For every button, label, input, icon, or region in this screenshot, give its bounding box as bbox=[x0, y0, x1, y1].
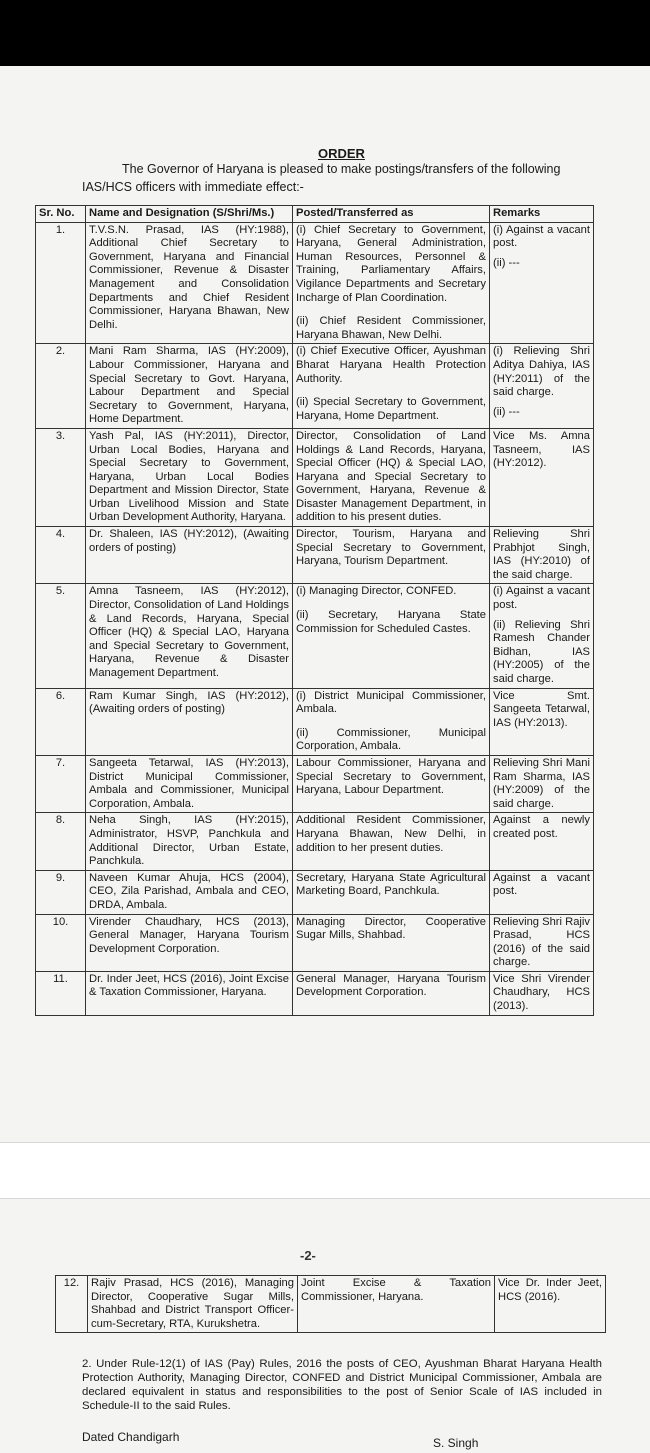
posted-item: (ii) Special Secretary to Government, Haryana, Home Department. bbox=[296, 396, 486, 422]
row-posted bbox=[293, 584, 490, 688]
row-remarks bbox=[490, 755, 594, 812]
intro-line-1: The Governor of Haryana is pleased to make postings/transfers of the following bbox=[122, 162, 561, 176]
remark-item: (i) Against a vacant post. bbox=[493, 585, 590, 612]
table-row bbox=[36, 971, 594, 1015]
top-black-bar bbox=[0, 0, 650, 66]
row-name: Neha Singh, IAS (HY:2015), Administrator, HSVP, Panchkula and Additional Director, Urban Estate, Panchkula. bbox=[86, 813, 293, 870]
row-name: Amna Tasneem, IAS (HY:2012), Director, Consolidation of Land Holdings & Land Records, Haryana, Special Officer (HQ) & Special LAO, Haryana and Special Secretary to Government, Haryana, Revenue & Disaster Management Department. bbox=[86, 584, 293, 688]
remark-item: Vice Shri Virender Chaudhary, HCS (2013). bbox=[493, 972, 590, 1013]
table-row bbox=[36, 870, 594, 914]
row-sr: 8. bbox=[36, 813, 86, 870]
table-row bbox=[36, 755, 594, 812]
row-sr: 10. bbox=[36, 914, 86, 971]
header-posted: Posted/Transferred as bbox=[293, 206, 490, 223]
row-remarks bbox=[490, 813, 594, 870]
row-name: Dr. Inder Jeet, HCS (2016), Joint Excise & Taxation Commissioner, Haryana. bbox=[86, 971, 293, 1015]
postings-table bbox=[35, 205, 594, 1016]
row-posted bbox=[293, 344, 490, 429]
row-sr: 11. bbox=[36, 971, 86, 1015]
row-sr: 7. bbox=[36, 755, 86, 812]
row-remarks bbox=[490, 344, 594, 429]
table-row bbox=[36, 428, 594, 526]
table-row bbox=[36, 527, 594, 584]
row-posted bbox=[293, 755, 490, 812]
row-sr: 3. bbox=[36, 428, 86, 526]
table-row bbox=[56, 1276, 606, 1333]
page-number: -2- bbox=[300, 1248, 316, 1263]
row-posted bbox=[293, 527, 490, 584]
page-separator bbox=[0, 1142, 650, 1199]
posted-item: (ii) Chief Resident Commissioner, Haryana Bhawan, New Delhi. bbox=[296, 315, 486, 341]
row-name: Dr. Shaleen, IAS (HY:2012), (Awaiting orders of posting) bbox=[86, 527, 293, 584]
table-row bbox=[36, 914, 594, 971]
signatory-name: S. Singh bbox=[433, 1436, 479, 1450]
row-remarks bbox=[490, 914, 594, 971]
row-posted bbox=[293, 688, 490, 755]
remark-item: (i) Against a vacant post. bbox=[493, 223, 590, 250]
row-remarks: Vice Dr. Inder Jeet, HCS (2016). bbox=[495, 1276, 606, 1333]
remark-item: Vice Smt. Sangeeta Tetarwal, IAS (HY:2013). bbox=[493, 689, 590, 729]
row-name: Virender Chaudhary, HCS (2013), General Manager, Haryana Tourism Development Corporation. bbox=[86, 914, 293, 971]
posted-item: (i) Chief Secretary to Government, Haryana, General Administration, Human Resources, Personnel & Training, Parliamentary Affairs, Vigilance Departments and Secretary Incharge of Plan Coordination. bbox=[296, 223, 486, 304]
row-name: Rajiv Prasad, HCS (2016), Managing Director, Cooperative Sugar Mills, Shahbad and District Transport Officer-cum-Secretary, RTA, Kurukshetra. bbox=[88, 1276, 298, 1333]
row-sr: 5. bbox=[36, 584, 86, 688]
table-row bbox=[36, 688, 594, 755]
row-posted: Joint Excise & Taxation Commissioner, Haryana. bbox=[298, 1276, 495, 1333]
dated-place: Dated Chandigarh bbox=[82, 1430, 180, 1444]
row-name: Naveen Kumar Ahuja, HCS (2004), CEO, Zila Parishad, Ambala and CEO, DRDA, Ambala. bbox=[86, 870, 293, 914]
row-name: Ram Kumar Singh, IAS (HY:2012), (Awaiting orders of posting) bbox=[86, 688, 293, 755]
remark-item: Relieving Shri Prabhjot Singh, IAS (HY:2010) of the said charge. bbox=[493, 528, 590, 581]
table-row bbox=[36, 584, 594, 688]
row-name: Yash Pal, IAS (HY:2011), Director, Urban Local Bodies, Haryana and Special Secretary to Government, Haryana, Urban Local Bodies Department and Mission Director, State Urban Livelihood Mission and State Urban Development Authority, Haryana. bbox=[86, 428, 293, 526]
posted-item: Secretary, Haryana State Agricultural Marketing Board, Panchkula. bbox=[296, 871, 486, 898]
remark-item: (i) Relieving Shri Aditya Dahiya, IAS (HY:2011) of the said charge. bbox=[493, 345, 590, 399]
row-name: T.V.S.N. Prasad, IAS (HY:1988), Additional Chief Secretary to Government, Haryana and Financial Commissioner, Revenue & Disaster Management and Consolidation Departments and Chief Resident Commissioner, Haryana Bhawan, New Delhi. bbox=[86, 222, 293, 344]
row-posted bbox=[293, 222, 490, 344]
posted-item: Additional Resident Commissioner, Haryana Bhawan, New Delhi, in addition to her present duties. bbox=[296, 814, 486, 854]
intro-line-2: IAS/HCS officers with immediate effect:- bbox=[82, 180, 304, 194]
remark-item: Relieving Shri Rajiv Prasad, HCS (2016) of the said charge. bbox=[493, 915, 590, 969]
row-remarks bbox=[490, 688, 594, 755]
row-posted bbox=[293, 428, 490, 526]
row-remarks bbox=[490, 428, 594, 526]
posted-item: (i) Chief Executive Officer, Ayushman Bharat Haryana Health Protection Authority. bbox=[296, 345, 486, 385]
table-row bbox=[36, 222, 594, 344]
row-posted bbox=[293, 813, 490, 870]
table-header-row bbox=[36, 206, 594, 223]
posted-item: General Manager, Haryana Tourism Development Corporation. bbox=[296, 972, 486, 999]
order-heading: ORDER bbox=[318, 146, 365, 161]
posted-item: (ii) Secretary, Haryana State Commission for Scheduled Castes. bbox=[296, 609, 486, 635]
row-remarks bbox=[490, 870, 594, 914]
row-sr: 4. bbox=[36, 527, 86, 584]
remark-item: Against a vacant post. bbox=[493, 871, 590, 898]
row-posted bbox=[293, 914, 490, 971]
header-remarks: Remarks bbox=[490, 206, 594, 223]
header-sr: Sr. No. bbox=[36, 206, 86, 223]
row-remarks bbox=[490, 971, 594, 1015]
paragraph-2: 2. Under Rule-12(1) of IAS (Pay) Rules, 2016 the posts of CEO, Ayushman Bharat Haryana Health Protection Authority, Managing Director, CONFED and District Municipal Commissioner, Ambala are declared equivalent in status and responsibilities to the post of Senior Scale of IAS included in Schedule-II to the said Rules. bbox=[82, 1358, 602, 1412]
remark-item: (ii) --- bbox=[493, 405, 520, 418]
row-remarks bbox=[490, 584, 594, 688]
posted-item: (i) District Municipal Commissioner, Ambala. bbox=[296, 689, 486, 716]
row-sr: 2. bbox=[36, 344, 86, 429]
postings-table-continued bbox=[55, 1275, 606, 1333]
row-posted bbox=[293, 971, 490, 1015]
row-remarks bbox=[490, 527, 594, 584]
remark-item: Vice Ms. Amna Tasneem, IAS (HY:2012). bbox=[493, 429, 590, 470]
posted-item: Managing Director, Cooperative Sugar Mills, Shahbad. bbox=[296, 915, 486, 942]
row-sr: 6. bbox=[36, 688, 86, 755]
row-sr: 9. bbox=[36, 870, 86, 914]
table-row bbox=[36, 813, 594, 870]
posted-item: Director, Consolidation of Land Holdings & Land Records, Haryana, Special Officer (HQ) & Special LAO, Haryana and Special Secretary to Government, Haryana, Revenue & Disaster Management Department, in addition to his present duties. bbox=[296, 429, 486, 524]
row-sr: 12. bbox=[56, 1276, 88, 1333]
remark-item: Relieving Shri Mani Ram Sharma, IAS (HY:2009) of the said charge. bbox=[493, 756, 590, 810]
posted-item: Director, Tourism, Haryana and Special Secretary to Government, Haryana, Tourism Department. bbox=[296, 528, 486, 568]
row-remarks bbox=[490, 222, 594, 344]
row-name: Sangeeta Tetarwal, IAS (HY:2013), District Municipal Commissioner, Ambala and Commissioner, Municipal Corporation, Ambala. bbox=[86, 755, 293, 812]
remark-item: Against a newly created post. bbox=[493, 814, 590, 840]
posted-item: (ii) Commissioner, Municipal Corporation, Ambala. bbox=[296, 726, 486, 753]
row-name: Mani Ram Sharma, IAS (HY:2009), Labour Commissioner, Haryana and Special Secretary to Govt. Haryana, Labour Department and Special Secretary to Government, Haryana, Home Department. bbox=[86, 344, 293, 429]
row-sr: 1. bbox=[36, 222, 86, 344]
posted-item: Labour Commissioner, Haryana and Special Secretary to Government, Haryana, Labour Department. bbox=[296, 756, 486, 797]
header-name: Name and Designation (S/Shri/Ms.) bbox=[86, 206, 293, 223]
row-posted bbox=[293, 870, 490, 914]
posted-item: (i) Managing Director, CONFED. bbox=[296, 585, 457, 598]
table-body bbox=[36, 222, 594, 1015]
remark-item: (ii) --- bbox=[493, 256, 520, 269]
remark-item: (ii) Relieving Shri Ramesh Chander Bidhan, IAS (HY:2005) of the said charge. bbox=[493, 618, 590, 685]
table-row bbox=[36, 344, 594, 429]
